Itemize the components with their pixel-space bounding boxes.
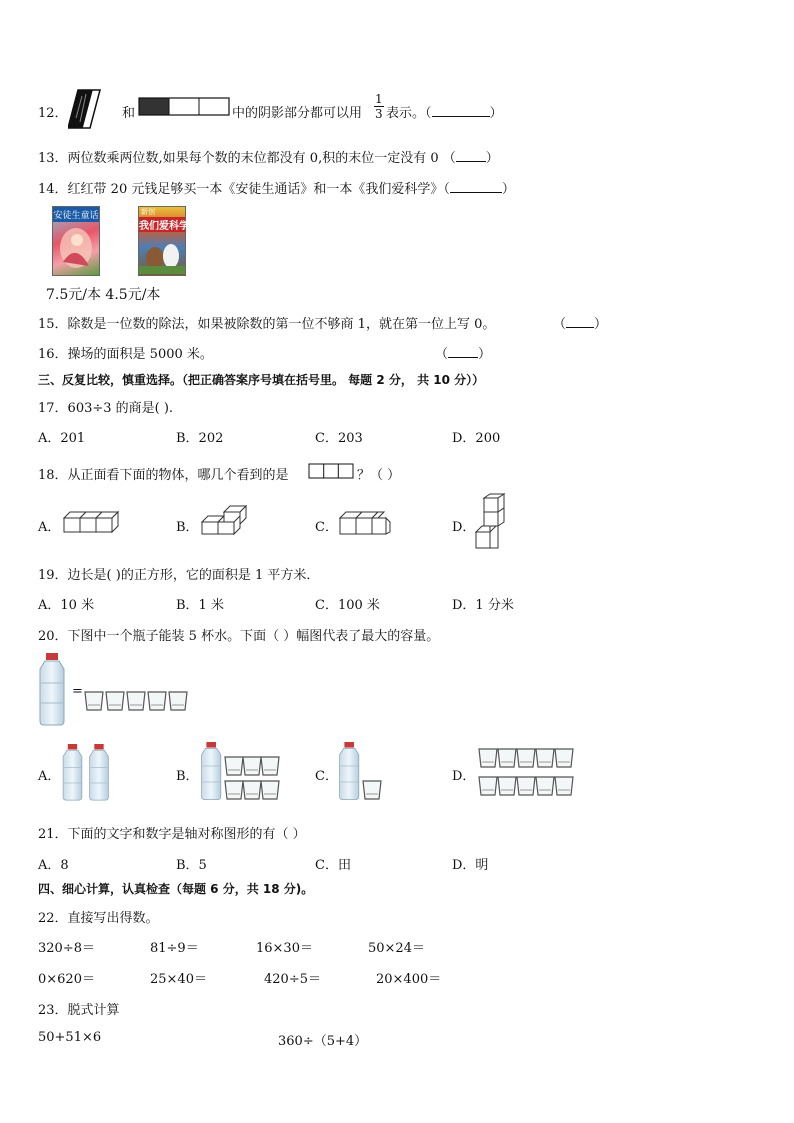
q14-text: 14．红红带 20 元钱足够买一本《安徒生通话》和一本《我们爱科学》（ <box>38 182 450 197</box>
cubes-figure-c <box>338 508 392 536</box>
answer-blank[interactable] <box>448 345 478 358</box>
q20-option-a[interactable]: A． <box>38 769 61 784</box>
book2-small-label: 新创 <box>141 208 155 216</box>
q17-option-c[interactable]: C．203 <box>315 431 363 446</box>
bottle-and-one-cup-icon <box>338 742 384 804</box>
shaded-parallelogram-figure <box>68 88 102 130</box>
answer-blank[interactable] <box>432 104 490 117</box>
fraction-denominator: 3 <box>375 107 383 121</box>
q12-tail: 表示。（ ） <box>386 106 503 121</box>
q20-option-d[interactable]: D． <box>452 769 476 784</box>
q18-option-c[interactable]: C． <box>315 520 338 535</box>
calc-item: 320÷8＝ <box>38 941 95 956</box>
question-15-answer: （ ） <box>553 317 608 332</box>
q17-option-a[interactable]: A．201 <box>38 431 86 446</box>
book2-title: 我们爱科学 <box>139 217 185 232</box>
q20-option-b[interactable]: B． <box>176 769 199 784</box>
and-text: 和 <box>122 106 136 121</box>
q21-text: 21．下面的文字和数字是轴对称图形的有（ ） <box>38 827 306 842</box>
q21-option-c[interactable]: C．田 <box>315 858 351 873</box>
question-18 <box>38 464 289 483</box>
two-bottles-icon <box>60 744 118 802</box>
book-cover-andersen <box>52 206 100 276</box>
q18-text: 18．从正面看下面的物体，哪几个看到的是 <box>38 468 289 483</box>
section-3-heading: 三、反复比较，慎重选择。（把正确答案序号填在括号里。 每题 2 分， 共 10 分）） <box>38 373 485 387</box>
girl-illustration-icon <box>53 222 99 274</box>
answer-blank[interactable] <box>450 180 502 193</box>
cubes-figure-a <box>62 508 120 534</box>
calc-item: 81÷9＝ <box>150 941 199 956</box>
shaded-rectangle-strip-figure <box>138 97 230 117</box>
question-13: 13．两位数乘两位数,如果每个数的末位都没有 0,积的末位一定没有 0 （ ） <box>38 151 499 166</box>
q17-text: 17．603÷3 的商是( ). <box>38 401 174 416</box>
calc-item: 420÷5＝ <box>264 972 321 987</box>
q16-text: 16．操场的面积是 5000 米。 <box>38 347 213 362</box>
q20-text: 20．下图中一个瓶子能装 5 杯水。下面（ ）幅图代表了最大的容量。 <box>38 629 440 644</box>
cubes-figure-d <box>474 492 508 552</box>
q19-option-b[interactable]: B．1 米 <box>176 598 224 613</box>
calc-item: 0×620＝ <box>38 972 95 987</box>
bottle-and-six-cups-icon <box>200 742 280 804</box>
q19-option-a[interactable]: A．10 米 <box>38 598 95 613</box>
q18-option-a[interactable]: A． <box>38 520 61 535</box>
q18-option-d[interactable]: D． <box>452 520 476 535</box>
question-15 <box>38 313 495 332</box>
q21-option-a[interactable]: A．8 <box>38 858 69 873</box>
fraction-numerator: 1 <box>375 92 383 106</box>
question-16 <box>38 343 213 362</box>
question-16-answer: （ ） <box>435 347 492 362</box>
q17-option-b[interactable]: B．202 <box>176 431 224 446</box>
q17-option-d[interactable]: D．200 <box>452 431 501 446</box>
q20-option-c[interactable]: C． <box>315 769 338 784</box>
q18-option-b[interactable]: B． <box>176 520 199 535</box>
calc-item: 50×24＝ <box>368 941 425 956</box>
book-prices: 7.5元/本 4.5元/本 <box>46 287 161 303</box>
q19-option-d[interactable]: D．1 分米 <box>452 598 514 613</box>
answer-blank[interactable] <box>456 149 486 162</box>
ten-cups-icon <box>478 746 574 800</box>
q15-text: 15．除数是一位数的除法，如果被除数的第一位不够商 1，就在第一位上写 0。 <box>38 317 496 332</box>
q21-option-d[interactable]: D．明 <box>452 858 489 873</box>
calc-item: 25×40＝ <box>150 972 207 987</box>
animals-illustration-icon <box>139 232 185 274</box>
water-bottle-icon <box>38 653 68 729</box>
fraction-one-third <box>372 92 386 121</box>
three-squares-front-view-figure <box>308 463 354 479</box>
q18-tail: ？（ ） <box>357 468 401 483</box>
section-4-heading: 四、细心计算，认真检查（每题 6 分，共 18 分)。 <box>38 882 314 896</box>
q23-text: 23．脱式计算 <box>38 1003 120 1018</box>
calc-expression: 360÷（5+4） <box>278 1034 368 1049</box>
answer-blank[interactable] <box>566 315 594 328</box>
q21-option-b[interactable]: B．5 <box>176 858 207 873</box>
calc-item: 16×30＝ <box>256 941 313 956</box>
q22-text: 22．直接写出得数。 <box>38 911 159 926</box>
cubes-figure-b <box>200 504 252 536</box>
q13-text: 13．两位数乘两位数,如果每个数的末位都没有 0,积的末位一定没有 0 （ <box>38 151 456 166</box>
q19-text: 19．边长是( )的正方形，它的面积是 1 平方米． <box>38 568 320 583</box>
book-cover-science <box>138 206 189 276</box>
q12-text: 中的阴影部分都可以用 <box>232 106 363 121</box>
equals-sign: = <box>72 684 83 699</box>
question-number: 12． <box>38 106 68 121</box>
book1-title: 安徒生童话 <box>53 207 99 222</box>
five-cups-icon <box>84 689 190 713</box>
q19-option-c[interactable]: C．100 米 <box>315 598 380 613</box>
calc-item: 20×400＝ <box>376 972 442 987</box>
calc-expression: 50+51×6 <box>38 1030 102 1045</box>
question-14: 14．红红带 20 元钱足够买一本《安徒生通话》和一本《我们爱科学》（ ） <box>38 182 515 197</box>
